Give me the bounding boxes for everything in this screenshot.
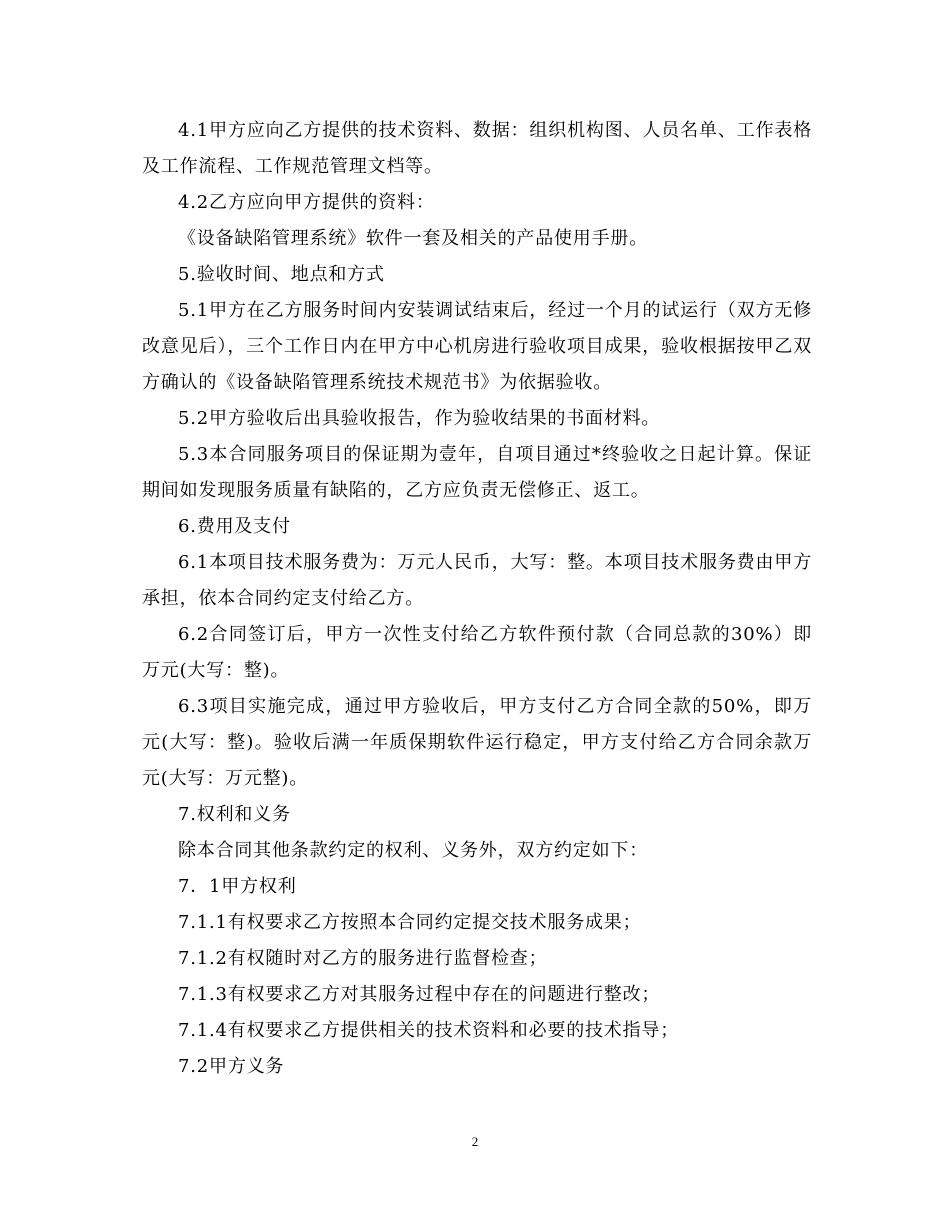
paragraph-4-1: 4.1甲方应向乙方提供的技术资料、数据：组织机构图、人员名单、工作表格及工作流程、工作规范管理文档等。 — [142, 120, 812, 177]
paragraph-5-2: 5.2甲方验收后出具验收报告，作为验收结果的书面材料。 — [178, 408, 661, 429]
paragraph-5-1: 5.1甲方在乙方服务时间内安装调试结束后，经过一个月的试运行（双方无修改意见后），三个工作日内在甲方中心机房进行验收项目成果，验收根据按甲乙双方确认的《设备缺陷管理系统技术规范书》为依据验收。 — [142, 300, 812, 393]
paragraph-7-1-2: 7.1.2有权随时对乙方的服务进行监督检查； — [178, 948, 548, 969]
paragraph-7-1-1: 7.1.1有权要求乙方按照本合同约定提交技术服务成果； — [178, 912, 642, 933]
paragraph-7-intro: 除本合同其他条款约定的权利、义务外，双方约定如下： — [178, 840, 648, 861]
paragraph-6-3: 6.3项目实施完成，通过甲方验收后，甲方支付乙方合同全款的50%，即万元(大写：整)。验收后满一年质保期软件运行稳定，甲方支付给乙方合同余款万元(大写：万元整)。 — [142, 696, 812, 789]
heading-7-2: 7.2甲方义务 — [178, 1056, 285, 1077]
heading-6: 6.费用及支付 — [178, 516, 291, 537]
document-body — [142, 113, 812, 1085]
paragraph-4-2-detail: 《设备缺陷管理系统》软件一套及相关的产品使用手册。 — [178, 228, 648, 249]
paragraph-6-2: 6.2合同签订后，甲方一次性支付给乙方软件预付款（合同总款的30%）即万元(大写：整)。 — [142, 624, 812, 681]
paragraph-7-1-4: 7.1.4有权要求乙方提供相关的技术资料和必要的技术指导； — [178, 1020, 679, 1041]
paragraph-4-2: 4.2乙方应向甲方提供的资料： — [178, 192, 435, 213]
heading-7-1: 7．1甲方权利 — [178, 876, 297, 897]
page-number: 2 — [471, 1134, 479, 1149]
paragraph-5-3: 5.3本合同服务项目的保证期为壹年，自项目通过*终验收之日起计算。保证期间如发现服务质量有缺陷的，乙方应负责无偿修正、返工。 — [142, 444, 812, 501]
paragraph-6-1: 6.1本项目技术服务费为：万元人民币，大写：整。本项目技术服务费由甲方承担，依本合同约定支付给乙方。 — [142, 552, 812, 609]
paragraph-7-1-3: 7.1.3有权要求乙方对其服务过程中存在的问题进行整改； — [178, 984, 661, 1005]
heading-7: 7.权利和义务 — [178, 804, 291, 825]
heading-5: 5.验收时间、地点和方式 — [178, 264, 385, 285]
